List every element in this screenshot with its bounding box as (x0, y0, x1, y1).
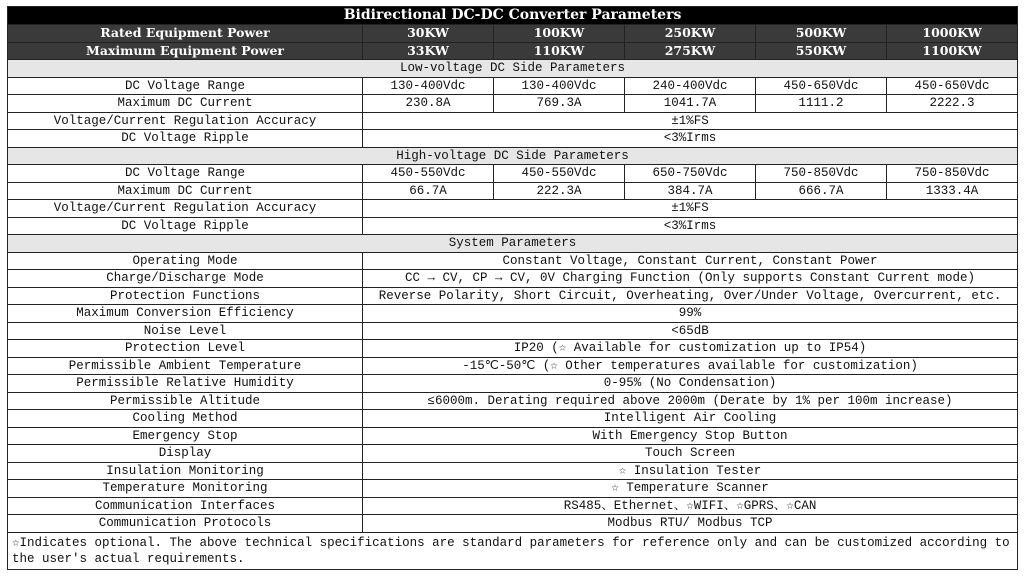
table-cell: ☆ Temperature Scanner (363, 480, 1018, 498)
row-label: Maximum DC Current (8, 182, 363, 200)
table-row (8, 165, 1018, 183)
table-cell: <3%Irms (363, 217, 1018, 235)
max-power-cell: 110KW (494, 42, 625, 60)
table-cell: ☆ Insulation Tester (363, 462, 1018, 480)
rated-power-cell: 250KW (625, 25, 756, 43)
row-label: Emergency Stop (8, 427, 363, 445)
row-label: Protection Functions (8, 287, 363, 305)
system-section-title: System Parameters (8, 235, 1018, 253)
table-row (8, 357, 1018, 375)
table-cell: 0-95% (No Condensation) (363, 375, 1018, 393)
table-row (8, 305, 1018, 323)
row-label: Noise Level (8, 322, 363, 340)
table-cell: 750-850Vdc (756, 165, 887, 183)
table-row (8, 77, 1018, 95)
table-cell: 1041.7A (625, 95, 756, 113)
table-cell: <65dB (363, 322, 1018, 340)
table-cell: 1111.2 (756, 95, 887, 113)
rated-power-cell: 500KW (756, 25, 887, 43)
row-label: DC Voltage Ripple (8, 130, 363, 148)
table-row (8, 217, 1018, 235)
table-row (8, 130, 1018, 148)
table-row (8, 270, 1018, 288)
row-label: Insulation Monitoring (8, 462, 363, 480)
row-label: DC Voltage Ripple (8, 217, 363, 235)
rated-power-label: Rated Equipment Power (8, 25, 363, 43)
table-cell: 130-400Vdc (494, 77, 625, 95)
table-title: Bidirectional DC-DC Converter Parameters (8, 7, 1018, 25)
high-voltage-section-title: High-voltage DC Side Parameters (8, 147, 1018, 165)
table-cell: With Emergency Stop Button (363, 427, 1018, 445)
section-row (8, 147, 1018, 165)
table-cell: 750-850Vdc (887, 165, 1018, 183)
row-label: Communication Interfaces (8, 497, 363, 515)
table-row (8, 462, 1018, 480)
table-cell: RS485、Ethernet、☆WIFI、☆GPRS、☆CAN (363, 497, 1018, 515)
table-cell: 666.7A (756, 182, 887, 200)
low-voltage-section-title: Low-voltage DC Side Parameters (8, 60, 1018, 78)
row-label: Charge/Discharge Mode (8, 270, 363, 288)
table-row (8, 252, 1018, 270)
table-cell: 1333.4A (887, 182, 1018, 200)
rated-power-cell: 100KW (494, 25, 625, 43)
table-cell: 99% (363, 305, 1018, 323)
row-label: DC Voltage Range (8, 165, 363, 183)
table-row (8, 200, 1018, 218)
table-row (8, 340, 1018, 358)
table-cell: Intelligent Air Cooling (363, 410, 1018, 428)
table-cell: ≤6000m. Derating required above 2000m (Derate by 1% per 100m increase) (363, 392, 1018, 410)
max-power-label: Maximum Equipment Power (8, 42, 363, 60)
table-cell: Modbus RTU/ Modbus TCP (363, 515, 1018, 533)
table-cell: 130-400Vdc (363, 77, 494, 95)
table-row (8, 95, 1018, 113)
table-cell: 769.3A (494, 95, 625, 113)
row-label: Voltage/Current Regulation Accuracy (8, 112, 363, 130)
row-label: Permissible Relative Humidity (8, 375, 363, 393)
table-cell: 450-550Vdc (363, 165, 494, 183)
row-label: Communication Protocols (8, 515, 363, 533)
table-row (8, 287, 1018, 305)
row-label: Voltage/Current Regulation Accuracy (8, 200, 363, 218)
max-power-row (8, 42, 1018, 60)
table-cell: 450-650Vdc (756, 77, 887, 95)
row-label: Permissible Ambient Temperature (8, 357, 363, 375)
table-row (8, 322, 1018, 340)
table-cell: 650-750Vdc (625, 165, 756, 183)
title-row (8, 7, 1018, 25)
table-row (8, 497, 1018, 515)
table-cell: ±1%FS (363, 112, 1018, 130)
rated-power-cell: 1000KW (887, 25, 1018, 43)
table-row (8, 515, 1018, 533)
table-row (8, 392, 1018, 410)
row-label: Maximum DC Current (8, 95, 363, 113)
max-power-cell: 1100KW (887, 42, 1018, 60)
table-row (8, 112, 1018, 130)
row-label: Protection Level (8, 340, 363, 358)
note-row (8, 532, 1018, 569)
table-cell: <3%Irms (363, 130, 1018, 148)
table-row (8, 427, 1018, 445)
table-cell: Reverse Polarity, Short Circuit, Overheating, Over/Under Voltage, Overcurrent, etc. (363, 287, 1018, 305)
table-cell: -15℃-50℃ (☆ Other temperatures available for customization) (363, 357, 1018, 375)
table-cell: 66.7A (363, 182, 494, 200)
table-cell: 222.3A (494, 182, 625, 200)
table-cell: Constant Voltage, Constant Current, Constant Power (363, 252, 1018, 270)
table-cell: Touch Screen (363, 445, 1018, 463)
table-cell: ±1%FS (363, 200, 1018, 218)
table-cell: 450-650Vdc (887, 77, 1018, 95)
row-label: Cooling Method (8, 410, 363, 428)
row-label: Operating Mode (8, 252, 363, 270)
row-label: Maximum Conversion Efficiency (8, 305, 363, 323)
parameters-table (7, 6, 1018, 570)
table-cell: CC → CV, CP → CV, 0V Charging Function (Only supports Constant Current mode) (363, 270, 1018, 288)
section-row (8, 235, 1018, 253)
table-cell: 384.7A (625, 182, 756, 200)
table-row (8, 182, 1018, 200)
table-row (8, 445, 1018, 463)
row-label: Temperature Monitoring (8, 480, 363, 498)
row-label: Display (8, 445, 363, 463)
section-row (8, 60, 1018, 78)
max-power-cell: 550KW (756, 42, 887, 60)
table-cell: IP20 (☆ Available for customization up to IP54) (363, 340, 1018, 358)
row-label: Permissible Altitude (8, 392, 363, 410)
max-power-cell: 275KW (625, 42, 756, 60)
max-power-cell: 33KW (363, 42, 494, 60)
table-cell: 2222.3 (887, 95, 1018, 113)
row-label: DC Voltage Range (8, 77, 363, 95)
table-row (8, 375, 1018, 393)
footnote: ☆Indicates optional. The above technical specifications are standard parameters for reference only and can be customized according to the user's actual requirements. (8, 532, 1018, 569)
table-row (8, 410, 1018, 428)
table-cell: 240-400Vdc (625, 77, 756, 95)
rated-power-cell: 30KW (363, 25, 494, 43)
table-cell: 230.8A (363, 95, 494, 113)
rated-power-row (8, 25, 1018, 43)
table-row (8, 480, 1018, 498)
table-cell: 450-550Vdc (494, 165, 625, 183)
